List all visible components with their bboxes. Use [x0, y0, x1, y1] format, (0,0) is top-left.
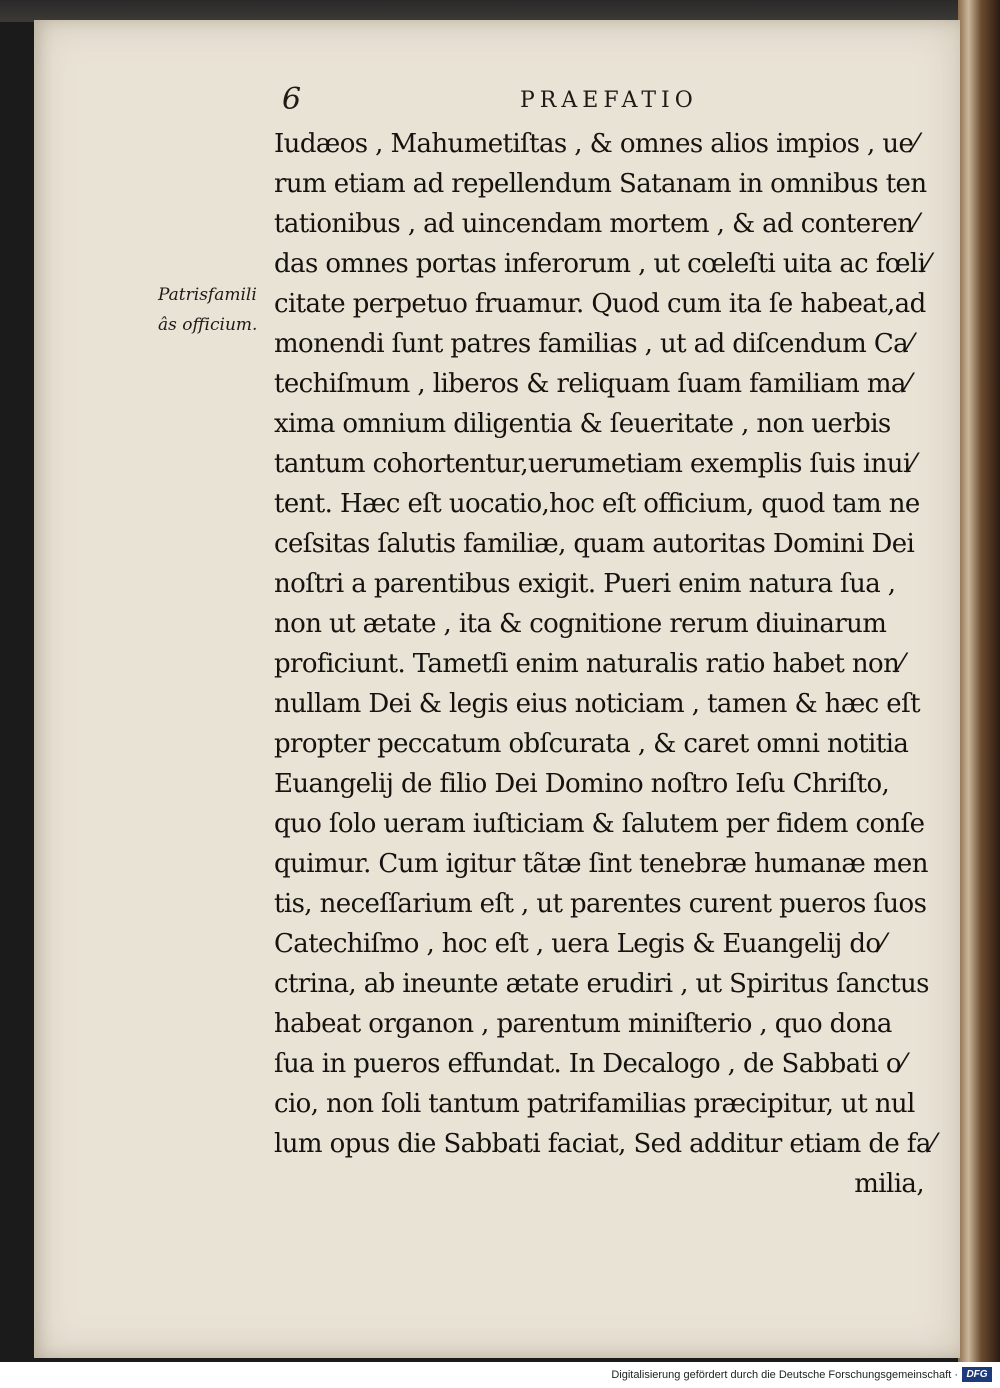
scan-top-edge [0, 0, 1000, 22]
text-line: habeat organon , parentum miniſterio , quo dona [274, 1009, 892, 1039]
text-line: ctrina, ab ineunte ætate erudiri , ut Spiritus ſanctus [274, 969, 929, 999]
text-line: noſtri a parentibus exigit. Pueri enim natura ſua , [274, 569, 896, 599]
text-line: propter peccatum obſcurata , & caret omni notitia [274, 729, 909, 759]
text-line: quimur. Cum igitur tãtæ ſint tenebræ humanæ men [274, 849, 928, 879]
text-line: proficiunt. Tametſi enim naturalis ratio habet non⁄ [274, 649, 903, 679]
marginal-note [158, 280, 270, 340]
text-line: cio, non ſoli tantum patrifamilias præcipitur, ut nul [274, 1089, 915, 1119]
footer-bar [0, 1362, 1000, 1388]
text-line: Euangelij de filio Dei Domino noſtro Ieſu Chriſto, [274, 769, 890, 799]
text-line: xima omnium diligentia & ſeueritate , non uerbis [274, 409, 891, 439]
footer-credit: Digitalisierung gefördert durch die Deutsche Forschungsgemeinschaft · [611, 1369, 958, 1381]
text-line: tantum cohortentur,uerumetiam exemplis ſuis inui⁄ [274, 449, 915, 479]
text-line: lum opus die Sabbati faciat, Sed additur etiam de fa⁄ [274, 1129, 935, 1159]
text-line: rum etiam ad repellendum Satanam in omnibus ten [274, 169, 927, 199]
dfg-logo-icon: DFG [962, 1367, 992, 1382]
text-line: techiſmum , liberos & reliquam ſuam familiam ma⁄ [274, 369, 910, 399]
text-line: quo ſolo ueram iuſticiam & ſalutem per fidem conſe [274, 809, 925, 839]
text-line: ſua in pueros effundat. In Decalogo , de Sabbati o⁄ [274, 1049, 905, 1079]
page-header [270, 82, 740, 118]
text-line: Catechiſmo , hoc eſt , uera Legis & Euangelij do⁄ [274, 929, 885, 959]
text-line: das omnes portas inferorum , ut cœleſti uita ac fœli⁄ [274, 249, 930, 279]
catchword: milia, [854, 1169, 924, 1199]
running-head: PRAEFATIO [520, 88, 698, 113]
text-line: nullam Dei & legis eius noticiam , tamen & hæc eſt [274, 689, 920, 719]
page-number: 6 [282, 82, 303, 117]
text-line: Iudæos , Mahumetiſtas , & omnes alios impios , ue⁄ [274, 129, 918, 159]
text-line: tis, neceſſarium eſt , ut parentes curent pueros ſuos [274, 889, 927, 919]
book-spine-edge [958, 0, 1000, 1362]
text-line: monendi ſunt patres familias , ut ad diſcendum Ca⁄ [274, 329, 912, 359]
text-line: tationibus , ad uincendam mortem , & ad conteren⁄ [274, 209, 918, 239]
body-text [274, 124, 960, 1204]
marginal-note-line: âs officium. [158, 315, 258, 335]
text-line: tent. Hæc eſt uocatio,hoc eſt officium, quod tam ne [274, 489, 920, 519]
text-line: non ut ætate , ita & cognitione rerum diuinarum [274, 609, 887, 639]
text-line: ceſsitas ſalutis familiæ, quam autoritas Domini Dei [274, 529, 915, 559]
marginal-note-line: Patrisfamili [158, 285, 257, 305]
text-line: citate perpetuo fruamur. Quod cum ita ſe habeat,ad [274, 289, 926, 319]
